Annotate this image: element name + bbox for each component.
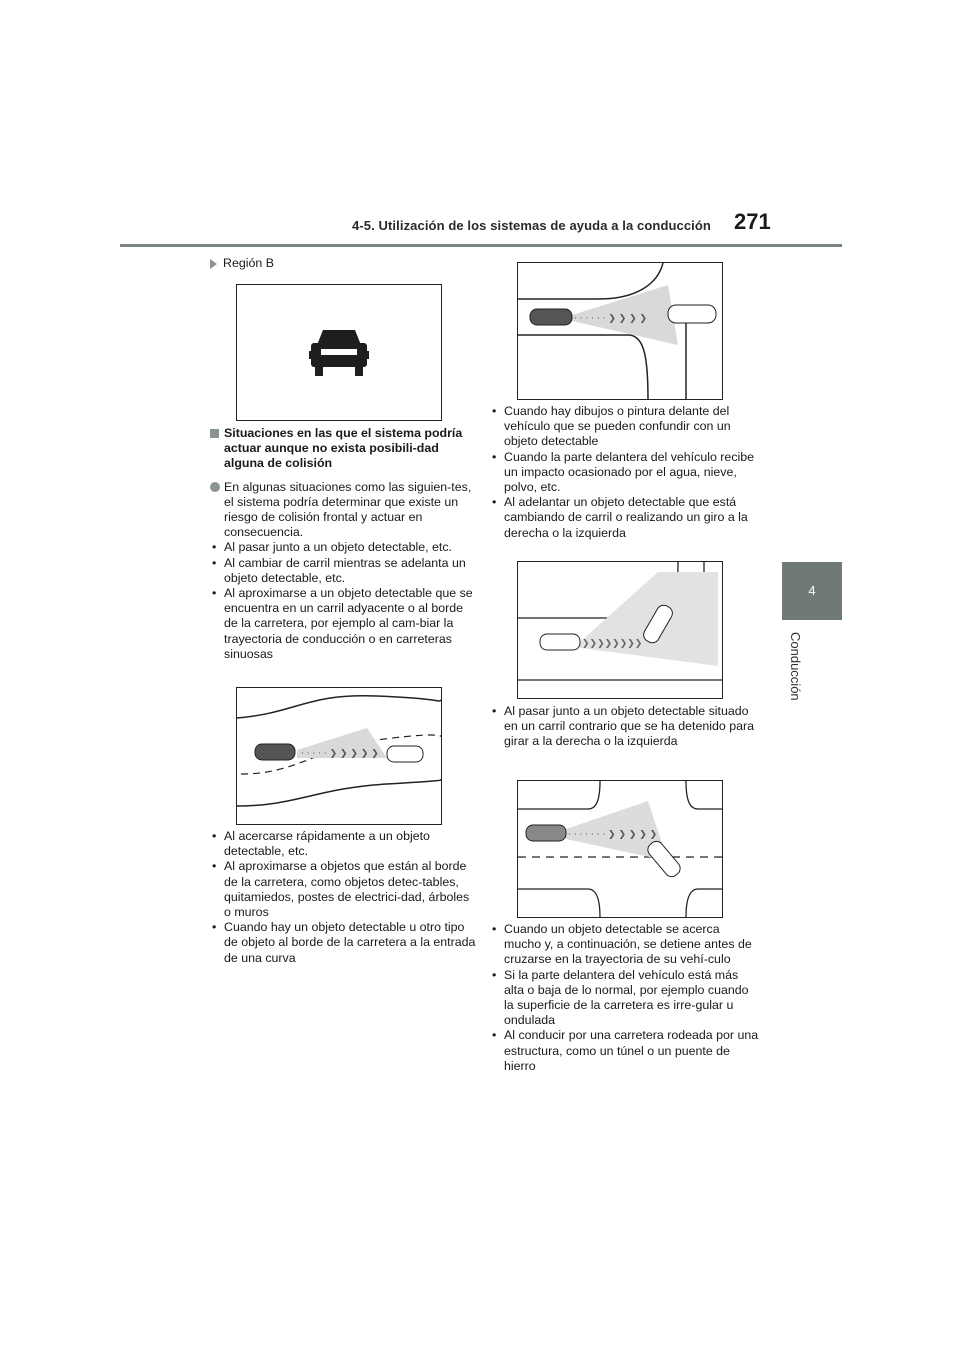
bullet-list-left-a [210, 540, 478, 662]
list-item: • Cuando hay un objeto detectable u otro tipo de objeto al borde de la carretera a la entrada de una curva [210, 920, 478, 966]
list-item: • Al cambiar de carril mientras se adelanta un objeto detectable, etc. [210, 556, 478, 586]
figure-intersection-turn [517, 262, 723, 400]
bullet-list-right-c [490, 922, 760, 1074]
left-text-block-2 [210, 829, 478, 966]
list-item: • Cuando hay dibujos o pintura delante del vehículo que se pueden confundir con un objeto detectable [490, 404, 760, 450]
circle-icon [210, 482, 220, 492]
list-item: • Al aproximarse a un objeto detectable que se encuentra en un carril adyacente o al borde de la carretera, por ejemplo al cam-biar la trayectoria de conducción o en carreteras sinuosas [210, 586, 478, 662]
figure-lane-change [517, 561, 723, 699]
svg-text:· · · · · · ❯ ❯ ❯ ❯: · · · · · · ❯ ❯ ❯ ❯ [574, 314, 648, 324]
figure-car-rear [236, 284, 442, 421]
svg-text:· · · · · ❯ ❯ ❯ ❯ ❯: · · · · · ❯ ❯ ❯ ❯ ❯ [301, 749, 379, 759]
situations-heading-text: Situaciones en las que el sistema podría actuar aunque no exista posibili-dad alguna de colisión [224, 426, 463, 471]
list-item: • Al aproximarse a objetos que están al borde de la carretera, como objetos detec-tables, quitamiedos, postes de electrici-dad, árboles o muros [210, 859, 478, 920]
intro-text: En algunas situaciones como las siguien-tes, el sistema podría determinar que existe un riesgo de colisión frontal y actuar en consecuencia. [224, 479, 472, 540]
left-text-block-1 [210, 426, 478, 662]
right-text-block-2 [490, 704, 760, 750]
list-item: • Al pasar junto a un objeto detectable situado en un carril contrario que se ha detenido para girar a la derecha o la izquierda [490, 704, 760, 750]
chapter-label: Conducción [788, 632, 803, 701]
situations-heading [210, 426, 478, 472]
svg-text:❯❯❯❯❯❯❯❯: ❯❯❯❯❯❯❯❯ [582, 639, 643, 649]
section-title: 4-5. Utilización de los sistemas de ayuda a la conducción [352, 218, 711, 233]
header-divider [120, 244, 842, 247]
list-item: • Cuando la parte delantera del vehículo recibe un impacto ocasionado por el agua, nieve, polvo, etc. [490, 450, 760, 496]
figure-oncoming-turn [517, 780, 723, 918]
svg-text:· · · · · · · ❯ ❯ ❯ ❯ ❯: · · · · · · · ❯ ❯ ❯ ❯ ❯ [568, 830, 658, 840]
list-item: • Cuando un objeto detectable se acerca mucho y, a continuación, se detiene antes de cruzarse en la trayectoria de su vehí-culo [490, 922, 760, 968]
triangle-right-icon [210, 259, 217, 269]
car-rear-icon [237, 285, 441, 420]
square-icon [210, 429, 219, 438]
region-label: Región B [223, 256, 274, 270]
list-item: • Al conducir por una carretera rodeada por una estructura, como un túnel o un puente de hierro [490, 1028, 760, 1074]
chapter-tab[interactable]: 4 [782, 562, 842, 620]
page-number: 271 [734, 209, 771, 234]
right-text-block-1 [490, 404, 760, 541]
figure-curved-road [236, 687, 442, 825]
bullet-list-right-b [490, 704, 760, 750]
region-label-row [210, 256, 478, 271]
bullet-list-left-b [210, 829, 478, 966]
intro-paragraph [210, 480, 478, 541]
list-item: • Al acercarse rápidamente a un objeto detectable, etc. [210, 829, 478, 859]
list-item: • Al pasar junto a un objeto detectable, etc. [210, 540, 478, 555]
list-item: • Al adelantar un objeto detectable que está cambiando de carril o realizando un giro a la derecha o la izquierda [490, 495, 760, 541]
list-item: • Si la parte delantera del vehículo está más alta o baja de lo normal, por ejemplo cuando la superficie de la carretera es irre-gular u ondulada [490, 968, 760, 1029]
right-text-block-3 [490, 922, 760, 1074]
bullet-list-right-a [490, 404, 760, 541]
left-column [210, 256, 478, 283]
